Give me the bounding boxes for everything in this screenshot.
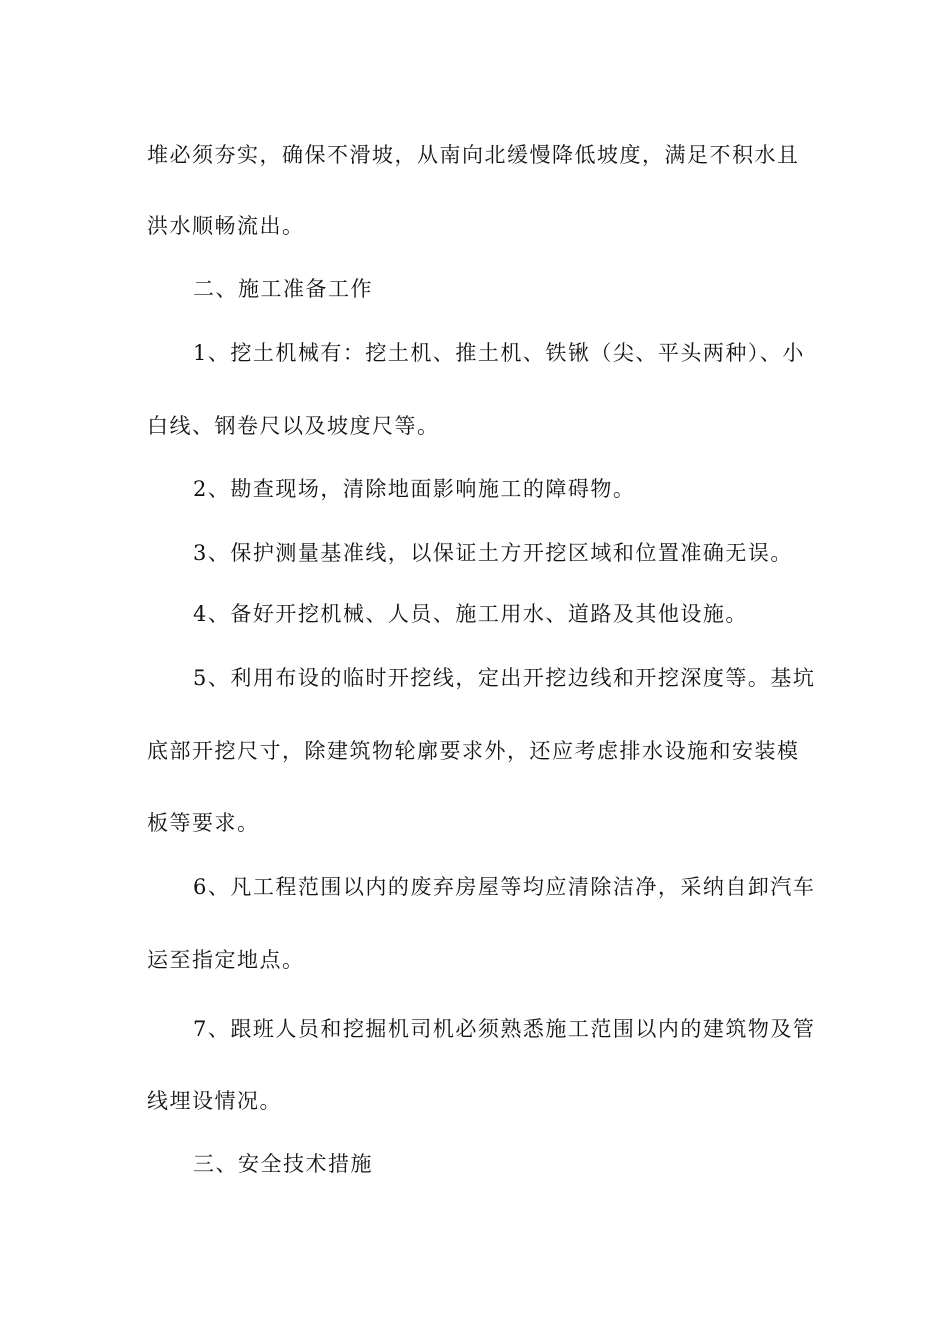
list-item-6: 6、凡工程范围以内的废弃房屋等均应清除洁净，采纳自卸汽车 bbox=[193, 875, 816, 899]
list-item-7: 7、跟班人员和挖掘机司机必须熟悉施工范围以内的建筑物及管 bbox=[193, 1017, 816, 1041]
section-heading: 三、安全技术措施 bbox=[193, 1152, 373, 1176]
list-item-7-continued: 线埋设情况。 bbox=[147, 1089, 282, 1113]
paragraph-line: 洪水顺畅流出。 bbox=[147, 214, 305, 238]
list-item-5-continued: 底部开挖尺寸，除建筑物轮廓要求外，还应考虑排水设施和安装模 bbox=[147, 739, 800, 763]
paragraph-line: 堆必须夯实，确保不滑坡，从南向北缓慢降低坡度，满足不积水且 bbox=[147, 143, 800, 167]
section-heading: 二、施工准备工作 bbox=[193, 277, 373, 301]
list-item-2: 2、勘查现场，清除地面影响施工的障碍物。 bbox=[193, 477, 636, 501]
list-item-1: 1、挖土机械有：挖土机、推土机、铁锹（尖、平头两种）、小 bbox=[193, 341, 805, 365]
list-item-5-continued: 板等要求。 bbox=[147, 811, 260, 835]
list-item-1-continued: 白线、钢卷尺以及坡度尺等。 bbox=[147, 414, 440, 438]
list-item-4: 4、备好开挖机械、人员、施工用水、道路及其他设施。 bbox=[193, 602, 748, 626]
list-item-6-continued: 运至指定地点。 bbox=[147, 948, 305, 972]
list-item-5: 5、利用布设的临时开挖线，定出开挖边线和开挖深度等。基坑 bbox=[193, 666, 816, 690]
list-item-3: 3、保护测量基准线，以保证土方开挖区域和位置准确无误。 bbox=[193, 541, 793, 565]
